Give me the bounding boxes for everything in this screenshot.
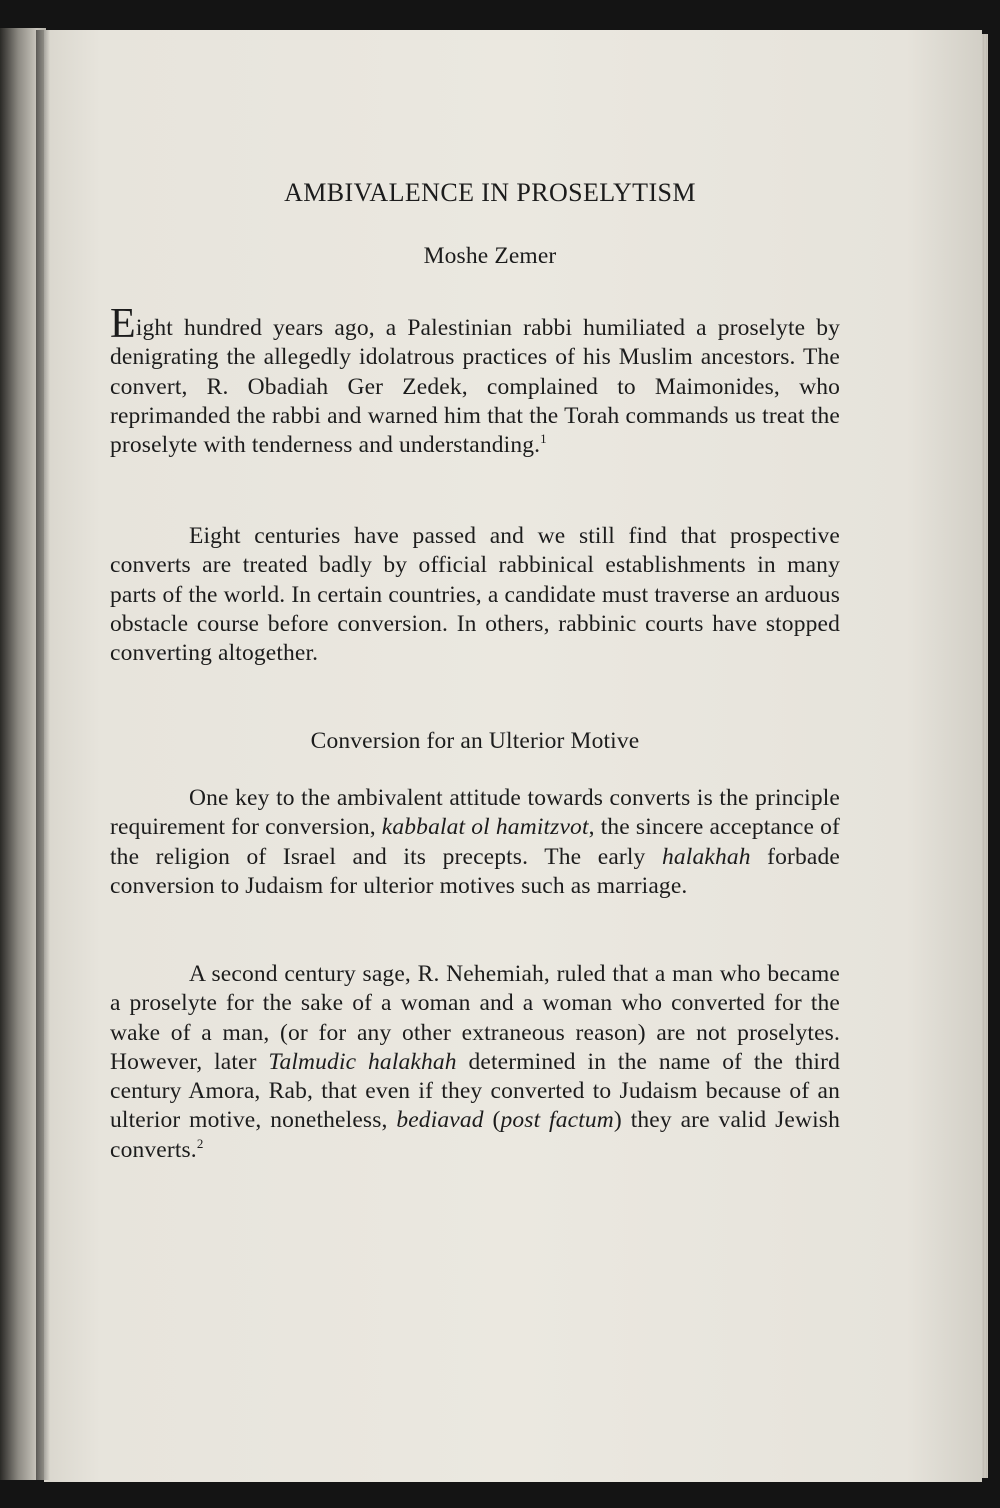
gutter-shadow xyxy=(36,30,50,1480)
paragraph-4-text-a: A second century sage, R. Nehemiah, ruled that a man who became a proselyte for the sake of a woman and a woman who converted for the wake of a man, (or for any other extraneous reason) are not proselytes. However, later xyxy=(110,961,840,1075)
term-kabbalat-ol-hamitzvot: kabbalat ol hamitzvot xyxy=(381,814,589,841)
paragraph-3-text-a: One key to the ambivalent attitude towards converts is the principle requirement for conversion, xyxy=(110,785,840,841)
paragraph-3 xyxy=(110,784,840,901)
paragraph-4-text-c: ( xyxy=(483,1107,501,1134)
paragraph-4-text-d: ) they are valid Jewish converts. xyxy=(110,1107,840,1163)
term-post-factum: post factum xyxy=(500,1107,614,1134)
paragraph-3-text-c: forbade conversion to Judaism for ulterior motives such as marriage. xyxy=(110,843,840,899)
footnote-marker-2: 2 xyxy=(196,1135,204,1151)
paragraph-1 xyxy=(110,301,840,460)
paragraph-2: Eight centuries have passed and we still find that prospective converts are treated badly by official rabbinical establishments in many parts of the world. In certain countries, a candidate must traverse an arduous obstacle course before conversion. In others, rabbinic courts have stopped converting altogether. xyxy=(110,523,840,667)
term-halakhah: halakhah xyxy=(661,843,751,870)
term-bediavad: bediavad xyxy=(396,1107,484,1134)
footnote-marker-1: 1 xyxy=(540,431,547,447)
paragraph-4-text-b: determined in the name of the third century Amora, Rab, that even if they converted to Judaism because of an ulterior motive, nonetheless, xyxy=(110,1048,840,1134)
article-author: Moshe Zemer xyxy=(423,243,557,269)
article-title: AMBIVALENCE IN PROSELYTISM xyxy=(284,178,696,207)
paragraph-1-text: ight hundred years ago, a Palestinian rabbi humiliated a proselyte by denigrating the allegedly idolatrous practices of his Muslim ancestors. The convert, R. Obadiah Ger Zedek, complained to Maimonides, who reprimanded the rabbi and warned him that the Torah commands us treat the proselyte with tenderness and understanding. xyxy=(110,315,840,459)
paragraph-4 xyxy=(110,960,840,1165)
book-page xyxy=(44,30,982,1482)
paragraph-3-text-b: , the sincere acceptance of the religion of Israel and its precepts. The early xyxy=(110,814,840,870)
section-heading: Conversion for an Ulterior Motive xyxy=(310,728,640,754)
term-talmudic-halakhah: Talmudic halakhah xyxy=(268,1048,457,1075)
drop-cap: E xyxy=(110,301,136,347)
